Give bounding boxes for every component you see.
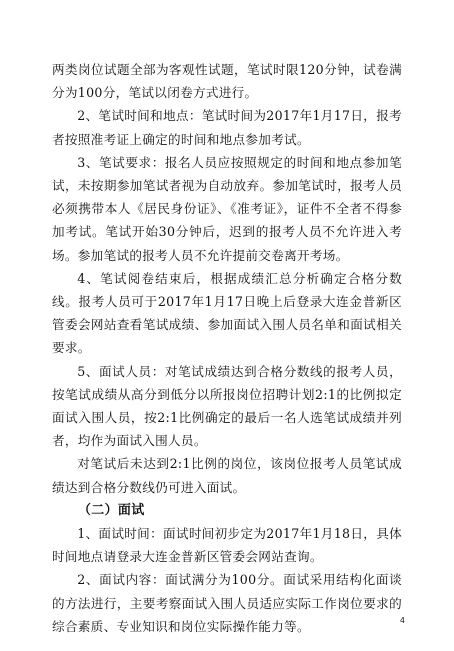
paragraph-exam-format: 两类岗位试题全部为客观性试题，笔试时限120分钟，试卷满分为100分，笔试以闭卷方式进行。 xyxy=(52,62,402,101)
paragraph-interview-candidates: 5、面试人员：对笔试成绩达到合格分数线的报考人员，按笔试成绩从高分到低分以所报岗位招聘计划2:1的比例拟定面试入围人员，按2:1比例确定的最后一名人选笔试成绩并列者，均作为面试入围人员。 xyxy=(52,363,402,449)
paragraph-grading-results: 4、笔试阅卷结束后，根据成绩汇总分析确定合格分数线。报考人员可于2017年1月17日晚上后登录大连金普新区管委会网站查看笔试成绩、参加面试入围人员名单和面试相关要求。 xyxy=(52,270,402,356)
paragraph-interview-content: 2、面试内容：面试满分为100分。面试采用结构化面谈的方法进行，主要考察面试入围人员适应实际工作岗位要求的综合素质、专业知识和岗位实际操作能力等。 xyxy=(52,572,402,634)
paragraph-exam-time-location: 2、笔试时间和地点：笔试时间为2017年1月17日，报考者按照准考证上确定的时间和地点参加考试。 xyxy=(52,108,402,147)
paragraph-ratio-exception: 对笔试后未达到2:1比例的岗位，该岗位报考人员笔试成绩达到合格分数线仍可进入面试。 xyxy=(52,456,402,495)
page-number: 4 xyxy=(399,616,405,625)
document-body xyxy=(52,58,402,638)
paragraph-exam-requirements: 3、笔试要求：报名人员应按照规定的时间和地点参加笔试，未按期参加笔试者视为自动放弃。参加笔试时，报考人员必须携带本人《居民身份证》、《准考证》，证件不全者不得参加考试。笔试开始30分钟后，迟到的报考人员不允许进入考场。参加笔试的报考人员不允许提前交卷离开考场。 xyxy=(52,154,402,263)
paragraph-interview-time: 1、面试时间：面试时间初步定为2017年1月18日，具体时间地点请登录大连金普新区管委会网站查询。 xyxy=(52,526,402,565)
section-heading-interview: （二）面试 xyxy=(78,502,145,518)
